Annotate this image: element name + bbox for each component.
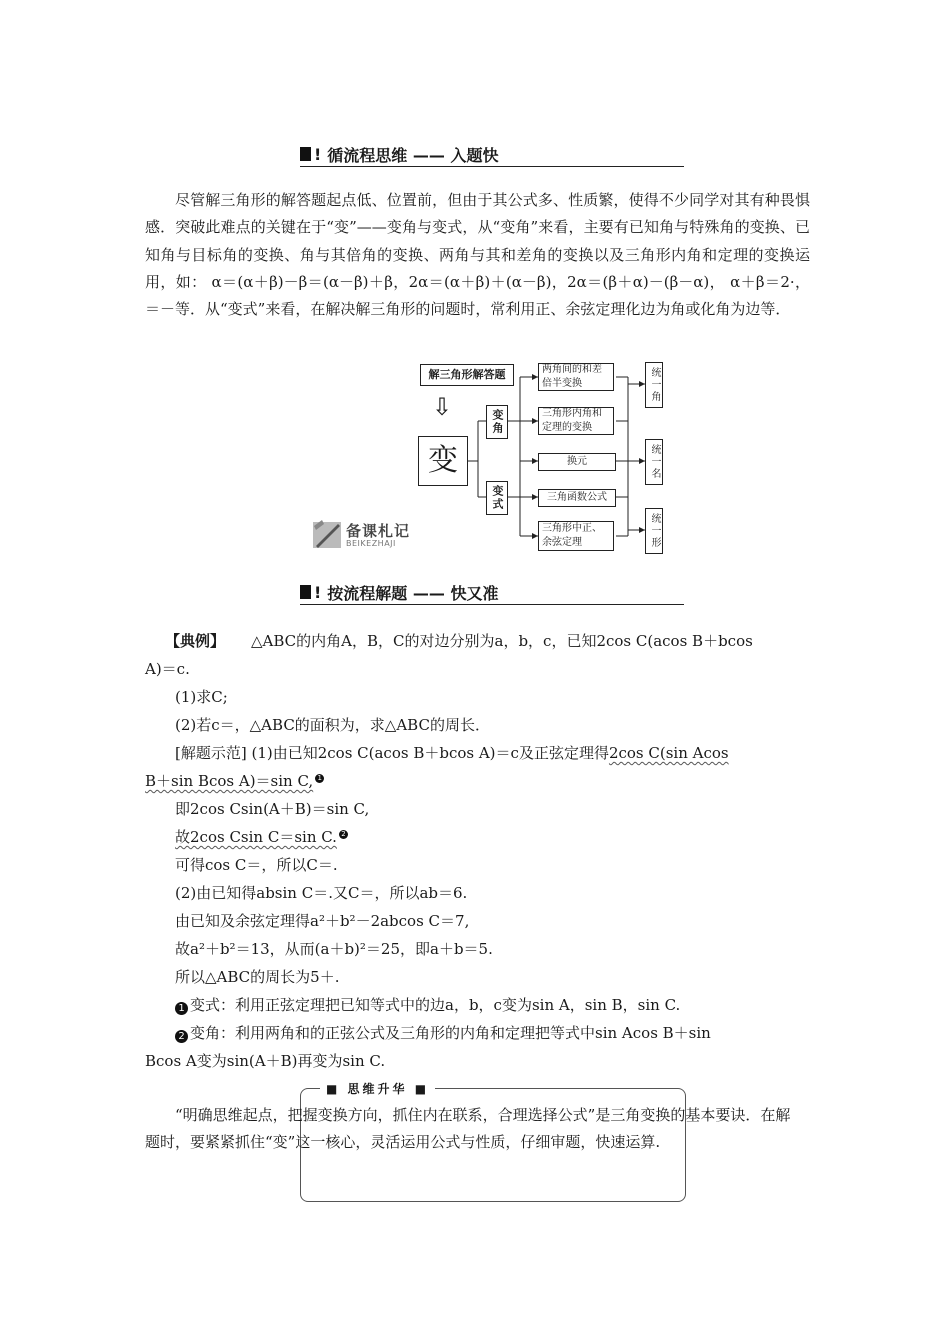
note-marker-2-icon: 2 <box>175 1030 188 1043</box>
note-2: 2 变角：利用两角和的正弦公式及三角形的内角和定理把等式中sin Acos B＋sin <box>175 1023 845 1043</box>
solution-line-1: [解题示范] (1)由已知2cos C(acos B＋bcos A)＝c及正弦定理得2cos C(sin Acos <box>175 744 729 762</box>
section-title-1: 循流程思维 —— 入题快 <box>327 145 499 165</box>
solution-line-8: 故a²＋b²＝13，从而(a＋b)²＝25，即a＋b＝5. <box>175 940 493 958</box>
solution-line-6: (2)由已知得absin C＝.又C＝，所以ab＝6. <box>175 884 468 902</box>
marker-2-icon: 2 <box>339 830 348 839</box>
solution-line-4: 故2cos Csin C＝sin C. 2 <box>175 827 845 847</box>
example-statement: △ABC的内角A，B，C的对边分别为a，b，c，已知2cos C(acos B＋bcos <box>251 632 753 650</box>
diagram-lines <box>0 0 950 560</box>
mid-box-1: 两角间的和差倍半变换 <box>538 363 614 391</box>
mid-box-4: 三角函数公式 <box>538 489 616 507</box>
top-box: 解三角形解答题 <box>420 364 514 386</box>
solution-line-7: 由已知及余弦定理得a²＋b²－2abcos C＝7, <box>175 912 470 930</box>
intro-paragraph: 尽管解三角形的解答题起点低、位置前，但由于其公式多、性质繁，使得不少同学对其有种畏惧感．突破此难点的关键在于“变”——变角与变式，从“变角”来看，主要有已知角与特殊角的变换、已知角与目标角的变换、角与其倍角的变换、两角与其和差角的变换以及三角形内角和定理的变换运用，如： α＝(α＋β)－β＝(α－β)＋β，2α＝(α＋β)＋(α－β)，2α＝(β＋α)－(β－α)， α＋β＝2·，＝－等．从“变式”来看，在解决解三角形的问题时，常利用正、余弦定理化边为角或化角为边等． <box>145 191 810 319</box>
marker-1-icon: 1 <box>315 774 324 783</box>
right-box-2: 统一名 <box>645 439 663 485</box>
section-header-1: ! 循流程思维 —— 入题快 <box>300 142 684 167</box>
down-arrow-icon: ⇩ <box>432 393 453 421</box>
example-line-2: A)＝c. <box>145 660 190 678</box>
section-title-2: 按流程解题 —— 快又准 <box>327 583 499 603</box>
logo-subtext: BEIKEZHAJI <box>346 539 396 548</box>
main-box-change: 变 <box>418 436 468 486</box>
notebook-logo-icon <box>312 518 344 550</box>
solution-line-2: B＋sin Bcos A)＝sin C, 1 <box>145 771 815 791</box>
logo-text: 备课札记 <box>346 522 411 540</box>
note-marker-1-icon: 1 <box>175 1002 188 1015</box>
mid-box-2: 三角形内角和定理的变换 <box>538 407 614 435</box>
header-mark-icon <box>300 585 311 599</box>
mid-box-3: 换元 <box>538 453 616 471</box>
mid-box-5: 三角形中正、余弦定理 <box>538 521 614 551</box>
example-label: 【典例】 <box>165 632 226 650</box>
solution-line-5: 可得cos C＝，所以C＝. <box>175 856 338 874</box>
right-box-3: 统一形 <box>645 508 663 554</box>
summary-title: ■ 思维升华 ■ <box>320 1080 435 1097</box>
question-2: (2)若c＝，△ABC的面积为，求△ABC的周长． <box>175 716 490 734</box>
right-box-1: 统一角 <box>645 362 663 408</box>
solution-line-9: 所以△ABC的周长为5＋. <box>175 968 340 986</box>
section-header-2: ! 按流程解题 —— 快又准 <box>300 580 684 605</box>
question-1: (1)求C; <box>175 688 228 706</box>
box-change-form: 变式 <box>486 481 508 515</box>
note-1: 1 变式：利用正弦定理把已知等式中的边a，b，c变为sin A，sin B，sin C. <box>175 995 845 1015</box>
example-line-1 <box>145 631 815 651</box>
note-2-cont: Bcos A变为sin(A＋B)再变为sin C. <box>145 1052 386 1070</box>
solution-line-3: 即2cos Csin(A＋B)＝sin C, <box>175 800 370 818</box>
box-change-angle: 变角 <box>486 405 508 439</box>
summary-text: “明确思维起点，把握变换方向，抓住内在联系，合理选择公式”是三角变换的基本要诀．在解题时，要紧紧抓住“变”这一核心，灵活运用公式与性质，仔细审题，快速运算. <box>145 1106 791 1151</box>
